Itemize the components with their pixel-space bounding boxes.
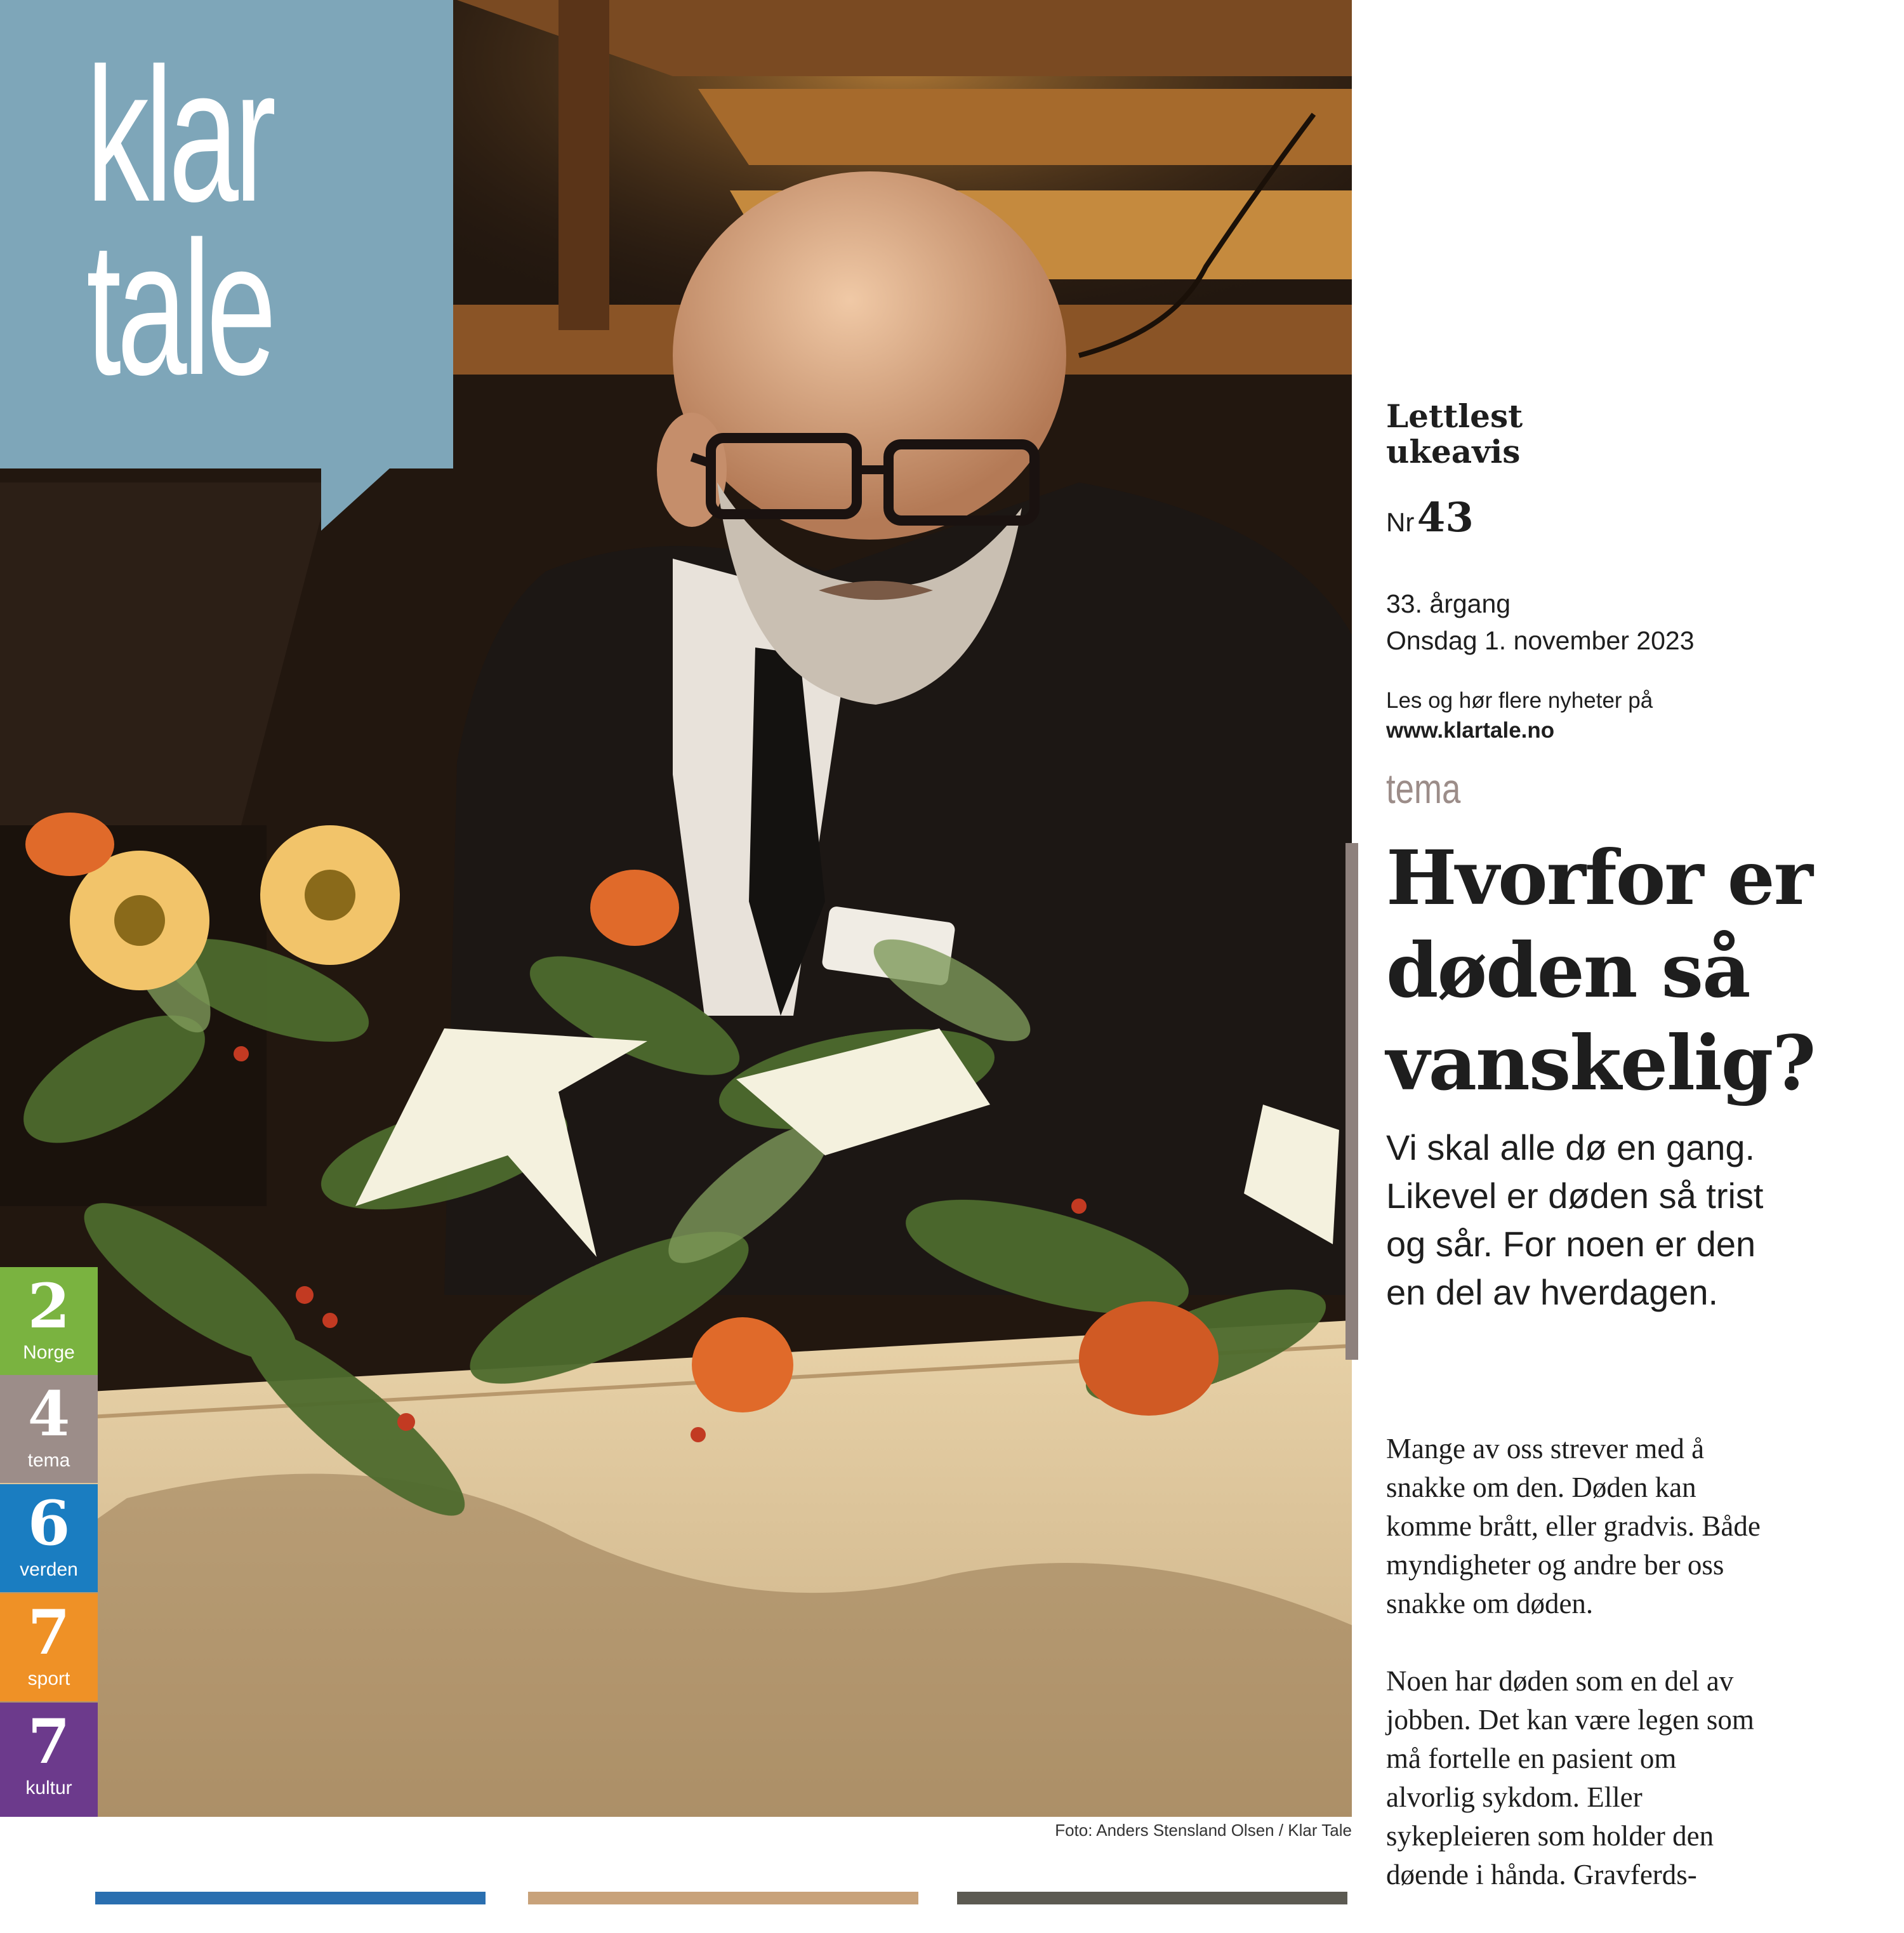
issue-prefix: Nr bbox=[1386, 507, 1415, 537]
body-paragraph: Mange av oss strever med å snakke om den. Døden kan komme brått, eller gradvis. Både myndigheter og andre ber oss snakke om døden. bbox=[1386, 1433, 1761, 1619]
index-tab-label: tema bbox=[27, 1450, 70, 1471]
index-tab-label: verden bbox=[20, 1559, 78, 1580]
index-tab-tema[interactable] bbox=[0, 1375, 98, 1483]
index-tab-label: sport bbox=[27, 1668, 70, 1689]
index-tab-page: 7 bbox=[27, 1597, 70, 1668]
index-tab-kultur[interactable] bbox=[0, 1703, 98, 1817]
masthead-title-line1: Lettlest bbox=[1386, 397, 1523, 435]
teaser-thumbnail[interactable] bbox=[957, 1892, 1347, 1904]
photo-credit: Foto: Anders Stensland Olsen / Klar Tale bbox=[1055, 1821, 1352, 1840]
teaser-thumbnail[interactable] bbox=[95, 1892, 486, 1904]
index-tab-page: 7 bbox=[27, 1706, 70, 1777]
index-tab-label: Norge bbox=[23, 1342, 75, 1363]
masthead-title-line2: ukeavis bbox=[1386, 433, 1521, 470]
website-link[interactable]: www.klartale.no bbox=[1386, 718, 1555, 743]
index-tab-verden[interactable] bbox=[0, 1484, 98, 1592]
volume-text: 33. årgang bbox=[1386, 589, 1511, 618]
index-tab-page: 4 bbox=[27, 1378, 70, 1450]
issue-meta bbox=[1386, 585, 1695, 659]
teaser-thumbnail[interactable] bbox=[528, 1892, 918, 1904]
index-tab-norge[interactable] bbox=[0, 1267, 98, 1375]
issue-number bbox=[1386, 494, 1474, 541]
headline-line: Hvorfor er bbox=[1386, 834, 1812, 922]
headline-line: døden så bbox=[1386, 926, 1750, 1014]
index-tab-sport[interactable] bbox=[0, 1593, 98, 1701]
logo-word-klar: klar bbox=[86, 28, 272, 241]
headline-line: vanskelig? bbox=[1386, 1019, 1815, 1107]
more-news bbox=[1386, 686, 1653, 745]
article-headline[interactable] bbox=[1386, 832, 1881, 1110]
body-paragraph: Noen har døden som en del av jobben. Det kan være legen som må fortelle en pasient om alvorlig sykdom. Eller sykepleieren som holder den døende i hånda. Gravferds- bbox=[1386, 1665, 1754, 1890]
klar-tale-logo[interactable] bbox=[0, 0, 453, 468]
more-news-text: Les og hør flere nyheter på bbox=[1386, 688, 1653, 713]
index-tab-label: kultur bbox=[25, 1777, 72, 1798]
section-label: tema bbox=[1386, 765, 1461, 812]
index-tab-page: 2 bbox=[27, 1270, 70, 1342]
logo-word-tale: tale bbox=[86, 201, 272, 415]
masthead-title bbox=[1386, 399, 1523, 470]
issue-number-value: 43 bbox=[1417, 494, 1474, 541]
logo-speech-tail bbox=[321, 467, 391, 531]
issue-date: Onsdag 1. november 2023 bbox=[1386, 626, 1695, 655]
index-tab-page: 6 bbox=[27, 1487, 70, 1559]
article-body bbox=[1386, 1430, 1767, 1933]
tema-accent-bar bbox=[1345, 843, 1358, 1360]
article-lede: Vi skal alle dø en gang. Likevel er døden så trist og sår. For noen er den en del av hverdagen. bbox=[1386, 1127, 1764, 1312]
